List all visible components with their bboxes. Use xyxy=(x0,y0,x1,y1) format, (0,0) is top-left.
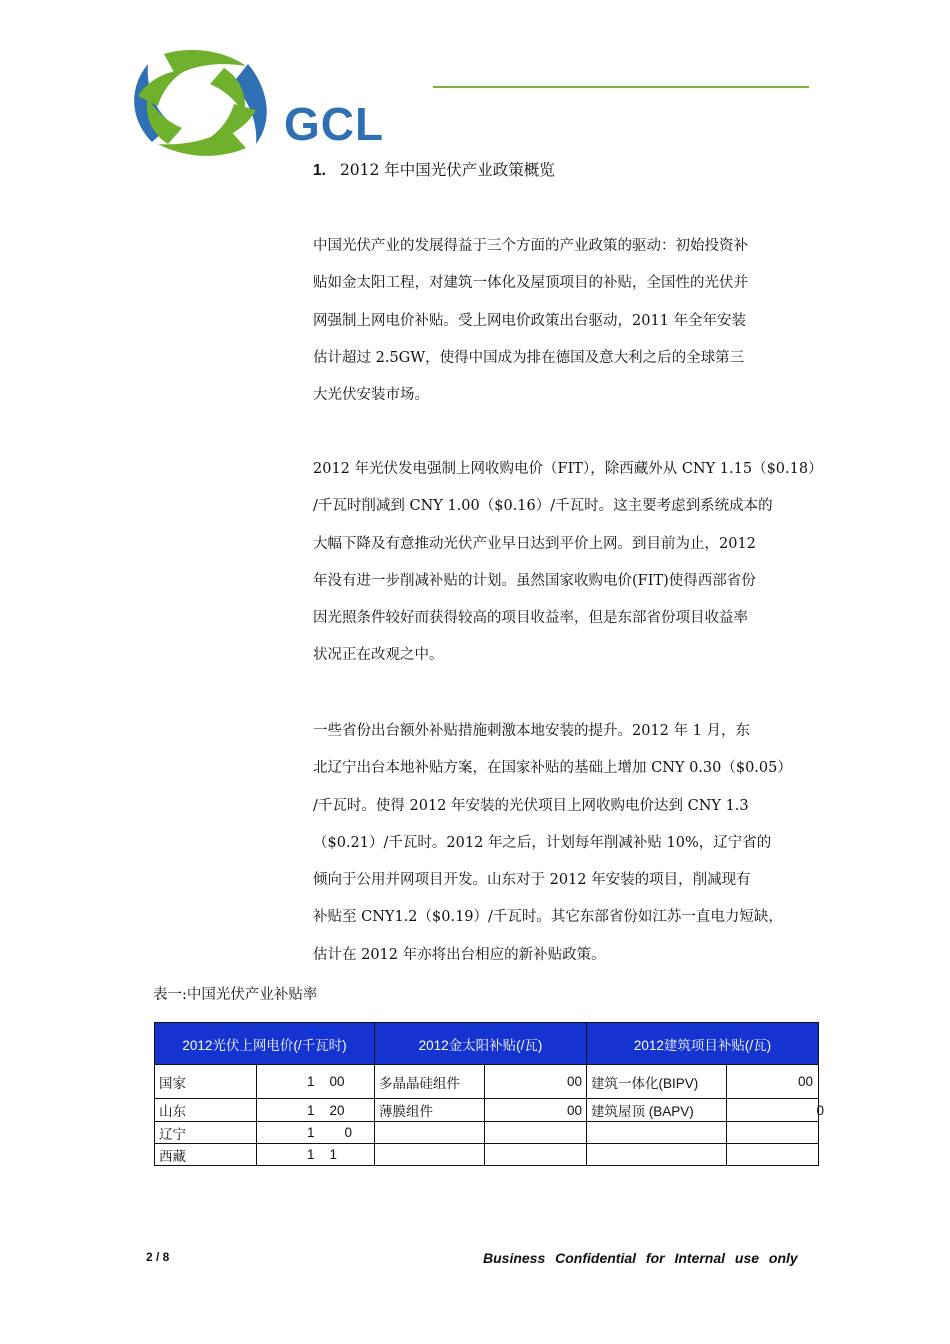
region-cell: 辽宁 xyxy=(155,1122,257,1144)
golden-sun-item-cell xyxy=(375,1122,485,1144)
confidential-notice: Business Confidential for Internal use only xyxy=(483,1250,798,1266)
region-cell: 国家 xyxy=(155,1065,257,1099)
building-item-cell: 建筑一体化(BIPV) xyxy=(587,1065,727,1099)
table-caption: 表一:中国光伏产业补贴率 xyxy=(153,987,318,1003)
golden-sun-item-cell: 薄膜组件 xyxy=(375,1099,485,1122)
paragraph-line: 大光伏安装市场。 xyxy=(313,387,429,404)
building-item-cell: 建筑屋顶 (BAPV) xyxy=(587,1099,727,1122)
table-row xyxy=(155,1122,819,1144)
golden-sun-value-cell xyxy=(485,1144,587,1166)
paragraph-line: 年没有进一步削减补贴的计划。虽然国家收购电价(FIT)使得西部省份 xyxy=(313,572,756,589)
paragraph-line: 估计在 2012 年亦将出台相应的新补贴政策。 xyxy=(313,946,606,963)
fit-value-cell: 1 20 xyxy=(257,1099,375,1122)
gcl-logo xyxy=(128,48,433,158)
table-header-golden-sun: 2012金太阳补贴(/瓦) xyxy=(375,1023,587,1065)
section-heading xyxy=(313,158,555,180)
paragraph-line: 北辽宁出台本地补贴方案，在国家补贴的基础上增加 CNY 0.30（$0.05） xyxy=(313,760,792,777)
paragraph-line: 补贴至 CNY1.2（$0.19）/千瓦时。其它东部省份如江苏一直电力短缺， xyxy=(313,909,783,926)
paragraph-line: 一些省份出台额外补贴措施刺激本地安装的提升。2012 年 1 月，东 xyxy=(313,723,750,739)
section-title: 2012 年中国光伏产业政策概览 xyxy=(339,161,555,179)
building-value-cell xyxy=(727,1122,819,1144)
building-value-cell xyxy=(727,1099,824,1122)
paragraph-line: 网强制上网电价补贴。受上网电价政策出台驱动，2011 年全年安装 xyxy=(313,312,747,329)
paragraph-provincial-subsidies xyxy=(313,713,809,974)
building-value-cell xyxy=(727,1144,819,1166)
table-row xyxy=(155,1144,819,1166)
section-number: 1. xyxy=(313,162,326,179)
paragraph-line: 倾向于公用并网项目开发。山东对于 2012 年安装的项目，削减现有 xyxy=(313,872,751,889)
header-rule xyxy=(433,86,809,88)
paragraph-line: 估计超过 2.5GW，使得中国成为排在德国及意大利之后的全球第三 xyxy=(313,349,745,366)
building-value-cell xyxy=(727,1065,819,1099)
golden-sun-value-cell xyxy=(485,1122,587,1144)
paragraph-line: 状况正在改观之中。 xyxy=(313,647,444,664)
table-header-building: 2012建筑项目补贴(/瓦) xyxy=(587,1023,819,1065)
golden-sun-item-cell xyxy=(375,1144,485,1166)
building-item-cell xyxy=(587,1144,727,1166)
table-row xyxy=(155,1099,819,1122)
subsidy-rate-table xyxy=(154,1022,824,1166)
region-cell: 西藏 xyxy=(155,1144,257,1166)
building-value-text: 00 xyxy=(797,1074,813,1089)
paragraph-line: 大幅下降及有意推动光伏产业早日达到平价上网。到目前为止，2012 xyxy=(313,535,756,552)
paragraph-line: /千瓦时。使得 2012 年安装的光伏项目上网收购电价达到 CNY 1.3 xyxy=(313,797,749,814)
paragraph-policy-overview xyxy=(313,228,809,414)
fit-value-cell: 1 1 xyxy=(257,1144,375,1166)
building-value-text: 0 xyxy=(816,1102,824,1118)
gcl-logo-text: GCL xyxy=(284,98,385,150)
golden-sun-value-cell: 00 xyxy=(485,1065,587,1099)
paragraph-fit xyxy=(313,451,823,675)
region-cell: 山东 xyxy=(155,1099,257,1122)
paragraph-line: 2012 年光伏发电强制上网收购电价（FIT），除西藏外从 CNY 1.15（$0.18） xyxy=(313,461,823,477)
fit-value-cell: 1 0 xyxy=(257,1122,375,1144)
paragraph-line: 因光照条件较好而获得较高的项目收益率，但是东部省份项目收益率 xyxy=(313,610,748,627)
building-item-cell xyxy=(587,1122,727,1144)
paragraph-line: 贴如金太阳工程，对建筑一体化及屋顶项目的补贴，全国性的光伏并 xyxy=(313,275,748,292)
table-header-fit: 2012光伏上网电价(/千瓦时) xyxy=(155,1023,375,1065)
table-row xyxy=(155,1065,819,1099)
golden-sun-item-cell: 多晶晶硅组件 xyxy=(375,1065,485,1099)
page-number: 2 / 8 xyxy=(146,1250,170,1264)
table-header-row xyxy=(155,1023,819,1065)
paragraph-line: 中国光伏产业的发展得益于三个方面的产业政策的驱动：初始投资补 xyxy=(313,238,748,254)
gcl-logo-mark xyxy=(134,50,267,156)
fit-value-cell: 1 00 xyxy=(257,1065,375,1099)
golden-sun-value-cell: 00 xyxy=(485,1099,587,1122)
paragraph-line: （$0.21）/千瓦时。2012 年之后，计划每年削减补贴 10%，辽宁省的 xyxy=(313,834,772,851)
paragraph-line: /千瓦时削减到 CNY 1.00（$0.16）/千瓦时。这主要考虑到系统成本的 xyxy=(313,498,773,515)
